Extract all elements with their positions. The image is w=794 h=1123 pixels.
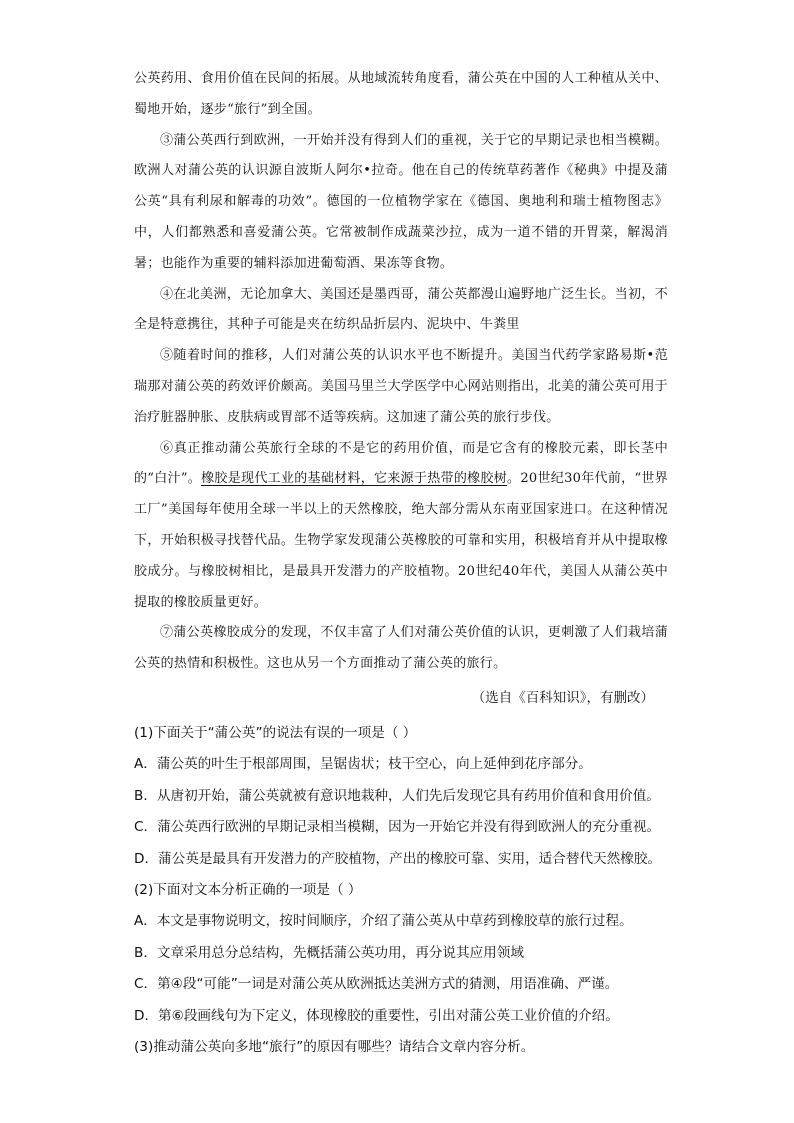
passage-paragraph-4: ④在北美洲，无论加拿大、美国还是墨西哥，蒲公英都漫山遍野地广泛生长。当初，不全是特意携往，其种子可能是夹在纺织品折层内、泥块中、牛粪里	[134, 286, 668, 333]
question-2-option-a: A．本文是事物说明文，按时间顺序，介绍了蒲公英从中草药到橡胶草的旅行过程。	[134, 913, 633, 930]
question-2-option-c: C．第④段“可能”一词是对蒲公英从欧洲抵达美洲方式的猜测，用语准确、严谨。	[134, 976, 619, 993]
passage-paragraph-3: ③蒲公英西行到欧洲，一开始并没有得到人们的重视，关于它的早期记录也相当模糊。欧洲人对蒲公英的认识源自波斯人阿尔•拉奇。他在自己的传统草药著作《秘典》中提及蒲公英“具有利尿和解毒的功效”。德国的一位植物学家在《德国、奥地利和瑞士植物图志》中，人们都熟悉和喜爱蒲公英。它常被制作成蔬菜沙拉，成为一道不错的开胃菜，解渴消暑；也能作为重要的辅料添加进葡萄酒、果冻等食物。	[134, 132, 668, 271]
reading-passage	[134, 64, 668, 680]
question-1-stem: (1)下面关于“蒲公英”的说法有误的一项是（ ）	[134, 725, 417, 741]
question-1-option-c: C．蒲公英西行欧洲的早期记录相当模糊，因为一开始它并没有得到欧洲人的充分重视。	[134, 819, 661, 836]
question-1-option-b: B．从唐初开始，蒲公英就被有意识地栽种，人们先后发现它具有药用价值和食用价值。	[134, 787, 660, 804]
question-2-option-b: B．文章采用总分总结构，先概括蒲公英功用，再分说其应用领域	[134, 944, 524, 961]
question-3-stem: (3)推动蒲公英向多地“旅行”的原因有哪些？请结合文章内容分析。	[134, 1039, 535, 1056]
question-2-stem: (2)下面对文本分析正确的一项是（ ）	[134, 882, 362, 899]
passage-paragraph-7: ⑦蒲公英橡胶成分的发现，不仅丰富了人们对蒲公英价值的认识，更刺激了人们栽培蒲公英的热情和积极性。这也从另一个方面推动了蒲公英的旅行。	[134, 625, 668, 672]
underlined-sentence: 橡胶是现代工业的基础材料，它来源于热带的橡胶树	[201, 471, 508, 487]
passage-paragraph-continued: 公英药用、食用价值在民间的拓展。从地域流转角度看，蒲公英在中国的人工种植从关中、蜀地开始，逐步“旅行”到全国。	[134, 71, 668, 117]
question-2-option-d: D．第⑥段画线句为下定义，体现橡胶的重要性，引出对蒲公英工业价值的介绍。	[134, 1007, 619, 1024]
passage-paragraph-5: ⑤随着时间的推移，人们对蒲公英的认识水平也不断提升。美国当代药学家路易斯•范瑞那对蒲公英的药效评价颇高。美国马里兰大学医学中心网站则指出，北美的蒲公英可用于治疗脏器肿胀、皮肤病或胃部不适等疾病。这加速了蒲公英的旅行步伐。	[134, 348, 668, 425]
question-1-option-d: D．蒲公英是最具有开发潜力的产胶植物，产出的橡胶可靠、实用，适合替代天然橡胶。	[134, 850, 662, 867]
paragraph-6-text-a: ⑥真正推动蒲公英旅行全球的不是它的药用价值，而是它含有的橡胶元素，即长茎中的“白汁”。	[134, 440, 668, 487]
source-citation: （选自《百科知识》，有删改）	[471, 690, 654, 706]
passage-paragraph-6	[134, 434, 668, 619]
question-list	[134, 718, 674, 1063]
paragraph-6-text-b: 。20世纪30年代前，“世界工厂”美国每年使用全球一半以上的天然橡胶，绝大部分需从东南亚国家进口。在这种情况下，开始积极寻找替代品。生物学家发现蒲公英橡胶的可靠和实用，积极培育并从中提取橡胶成分。与橡胶树相比，是最具开发潜力的产胶植物。20世纪40年代，美国人从蒲公英中提取的橡胶质量更好。	[134, 471, 668, 610]
question-1-option-a: A．蒲公英的叶生于根部周围，呈锯齿状；枝干空心，向上延伸到花序部分。	[134, 756, 592, 773]
